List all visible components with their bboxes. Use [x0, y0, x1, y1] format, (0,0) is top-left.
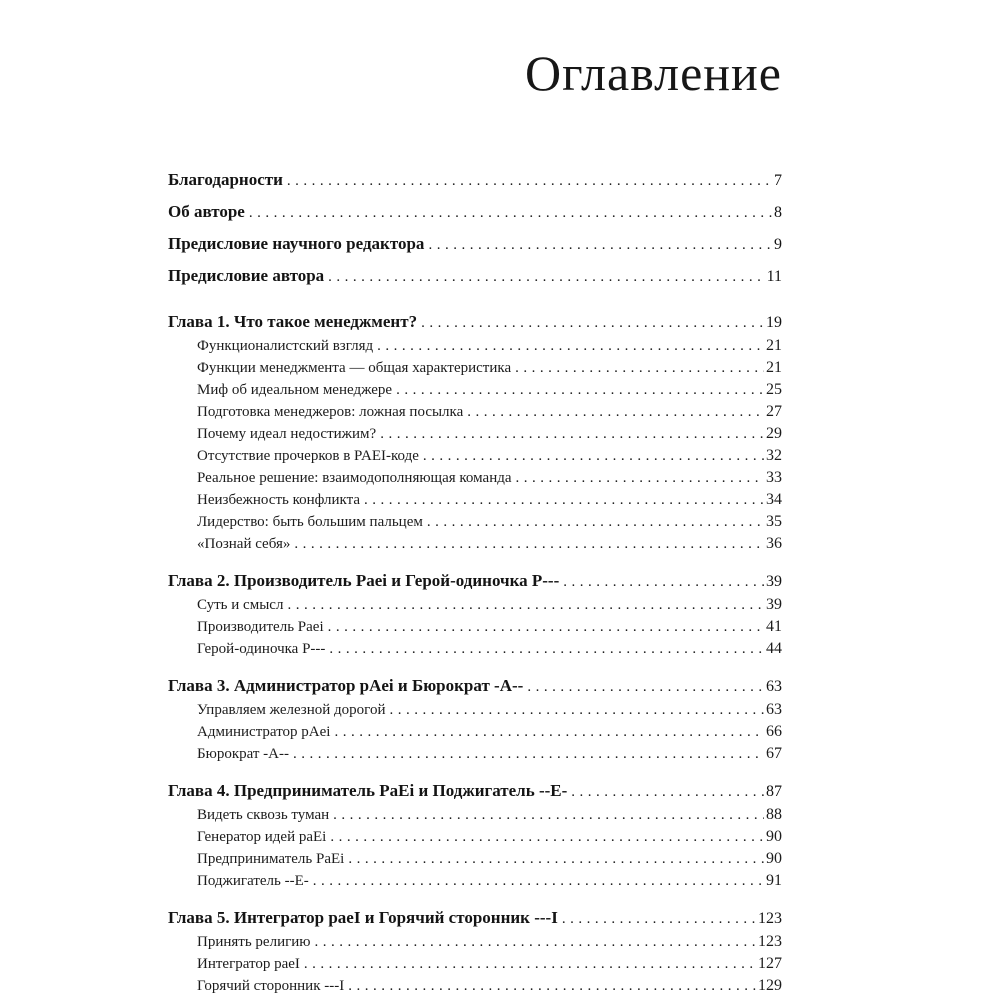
dot-leader [377, 337, 764, 355]
toc-entry-page: 91 [766, 872, 782, 889]
toc-entry-page: 90 [766, 828, 782, 845]
dot-leader [380, 425, 764, 443]
chapter-title: Глава 5. Интегратор paeI и Горячий сторонник ---I [168, 908, 558, 927]
dot-leader [515, 359, 764, 377]
toc-entry [197, 828, 782, 846]
toc-entry-label: Производитель Paei [197, 619, 324, 635]
toc-entry [197, 491, 782, 509]
toc-entry [197, 872, 782, 890]
chapter-block [168, 676, 782, 767]
toc-entry-page: 41 [766, 618, 782, 635]
toc-entry-label: Неизбежность конфликта [197, 492, 361, 508]
dot-leader [364, 491, 764, 509]
dot-leader [563, 573, 764, 592]
toc-entry [197, 381, 782, 399]
dot-leader [427, 513, 764, 531]
toc-entry-label: Реальное решение: взаимодополняющая команда [197, 470, 512, 486]
chapter-page: 63 [766, 678, 782, 695]
dot-leader [287, 596, 764, 614]
title-band [168, 46, 782, 100]
dot-leader [428, 236, 772, 255]
dot-leader [328, 618, 764, 636]
toc-entry [197, 723, 782, 741]
chapter-heading [168, 571, 782, 592]
toc-entry-page: 32 [766, 447, 782, 464]
toc-entry-label: Миф об идеальном менеджере [197, 382, 393, 398]
toc-entry [197, 337, 782, 355]
toc-entry [197, 806, 782, 824]
toc-entry-label: Генератор идей paEi [197, 829, 327, 845]
chapter-title: Глава 3. Администратор pAei и Бюрократ -A-- [168, 676, 524, 695]
toc-entry [197, 955, 782, 973]
toc-entry-page: 34 [766, 491, 782, 508]
chapter-block [168, 781, 782, 894]
toc-entry-label: Бюрократ -A-- [197, 746, 289, 762]
toc-entry [197, 447, 782, 465]
chapter-page: 87 [766, 783, 782, 800]
toc-entry-page: 27 [766, 403, 782, 420]
toc-entry-label: Принять религию [197, 934, 311, 950]
toc-entry-page: 88 [766, 806, 782, 823]
toc-entry-label: Администратор pAei [197, 724, 331, 740]
dot-leader [348, 850, 764, 868]
toc-entry [197, 513, 782, 531]
toc-entry [168, 234, 782, 255]
toc-entry [197, 640, 782, 658]
dot-leader [330, 828, 764, 846]
toc-entry-page: 44 [766, 640, 782, 657]
dot-leader [294, 535, 764, 553]
toc-entry-label: Отсутствие прочерков в PAEI-коде [197, 448, 419, 464]
toc-entry-label: Об авторе [168, 202, 245, 221]
dot-leader [389, 701, 764, 719]
dot-leader [516, 469, 764, 487]
toc-entry-page: 11 [766, 268, 782, 285]
toc-entry-label: Функционалистский взгляд [197, 338, 374, 354]
chapter-title: Глава 4. Предприниматель PaEi и Поджигатель --E- [168, 781, 568, 800]
toc-entry-page: 66 [766, 723, 782, 740]
toc-entry [197, 745, 782, 763]
toc-entry-label: Суть и смысл [197, 597, 284, 613]
toc-entry-page: 67 [766, 745, 782, 762]
toc-entry [197, 701, 782, 719]
toc-entry [197, 596, 782, 614]
toc-entry [197, 977, 782, 995]
toc-entry [197, 618, 782, 636]
chapter-title: Глава 2. Производитель Paei и Герой-одиночка P--- [168, 571, 560, 590]
dot-leader [249, 204, 772, 223]
dot-leader [287, 172, 772, 191]
toc-entry [168, 202, 782, 223]
dot-leader [304, 955, 756, 973]
toc-entry-page: 33 [766, 469, 782, 486]
toc-entry-label: Управляем железной дорогой [197, 702, 386, 718]
chapter-heading [168, 676, 782, 697]
toc-entry-label: Функции менеджмента — общая характеристика [197, 360, 512, 376]
toc-entry-page: 129 [758, 977, 782, 994]
toc-entry-label: Интегратор paeI [197, 956, 300, 972]
toc-entry-label: Предисловие научного редактора [168, 234, 425, 253]
chapter-block [168, 571, 782, 662]
dot-leader [562, 910, 756, 929]
chapter-heading [168, 781, 782, 802]
toc-entry-page: 21 [766, 359, 782, 376]
toc-entry [197, 403, 782, 421]
toc-entry-page: 127 [758, 955, 782, 972]
chapter-page: 19 [766, 314, 782, 331]
dot-leader [328, 268, 764, 287]
toc-entry [197, 425, 782, 443]
toc-entry-page: 7 [774, 172, 782, 189]
dot-leader [423, 447, 764, 465]
toc-entry-page: 25 [766, 381, 782, 398]
toc-entry-page: 9 [774, 236, 782, 253]
toc-entry-page: 123 [758, 933, 782, 950]
toc-entry-label: Горячий сторонник ---I [197, 978, 345, 994]
dot-leader [348, 977, 756, 995]
dot-leader [293, 745, 764, 763]
toc-entry [168, 266, 782, 287]
dot-leader [571, 783, 764, 802]
chapter-block [168, 312, 782, 557]
toc-entry-page: 35 [766, 513, 782, 530]
toc-entry-page: 8 [774, 204, 782, 221]
dot-leader [333, 806, 764, 824]
toc-entry-page: 39 [766, 596, 782, 613]
toc-entry-label: Почему идеал недостижим? [197, 426, 377, 442]
table-of-contents [168, 170, 782, 999]
dot-leader [527, 678, 764, 697]
toc-entry-page: 29 [766, 425, 782, 442]
chapter-title: Глава 1. Что такое менеджмент? [168, 312, 418, 331]
toc-entry-label: «Познай себя» [197, 536, 291, 552]
dot-leader [421, 314, 764, 333]
toc-entry-page: 90 [766, 850, 782, 867]
dot-leader [329, 640, 764, 658]
toc-entry-label: Лидерство: быть большим пальцем [197, 514, 423, 530]
toc-entry [197, 359, 782, 377]
dot-leader [315, 933, 757, 951]
toc-entry-label: Предприниматель PaEi [197, 851, 345, 867]
toc-entry-label: Герой-одиночка P--- [197, 641, 326, 657]
toc-entry-page: 21 [766, 337, 782, 354]
toc-entry [197, 469, 782, 487]
chapter-block [168, 908, 782, 999]
toc-entry-page: 63 [766, 701, 782, 718]
dot-leader [313, 872, 764, 890]
toc-entry [197, 933, 782, 951]
toc-entry [168, 170, 782, 191]
chapter-heading [168, 908, 782, 929]
toc-entry [197, 850, 782, 868]
dot-leader [396, 381, 764, 399]
toc-entry [197, 535, 782, 553]
toc-entry-label: Поджигатель --E- [197, 873, 309, 889]
dot-leader [334, 723, 764, 741]
toc-entry-label: Благодарности [168, 170, 283, 189]
chapter-heading [168, 312, 782, 333]
page-title: Оглавление [524, 45, 782, 101]
toc-entry-label: Видеть сквозь туман [197, 807, 330, 823]
chapter-page: 39 [766, 573, 782, 590]
toc-entry-label: Предисловие автора [168, 266, 325, 285]
toc-entry-label: Подготовка менеджеров: ложная посылка [197, 404, 464, 420]
toc-entry-page: 36 [766, 535, 782, 552]
dot-leader [467, 403, 764, 421]
chapter-page: 123 [758, 910, 782, 927]
